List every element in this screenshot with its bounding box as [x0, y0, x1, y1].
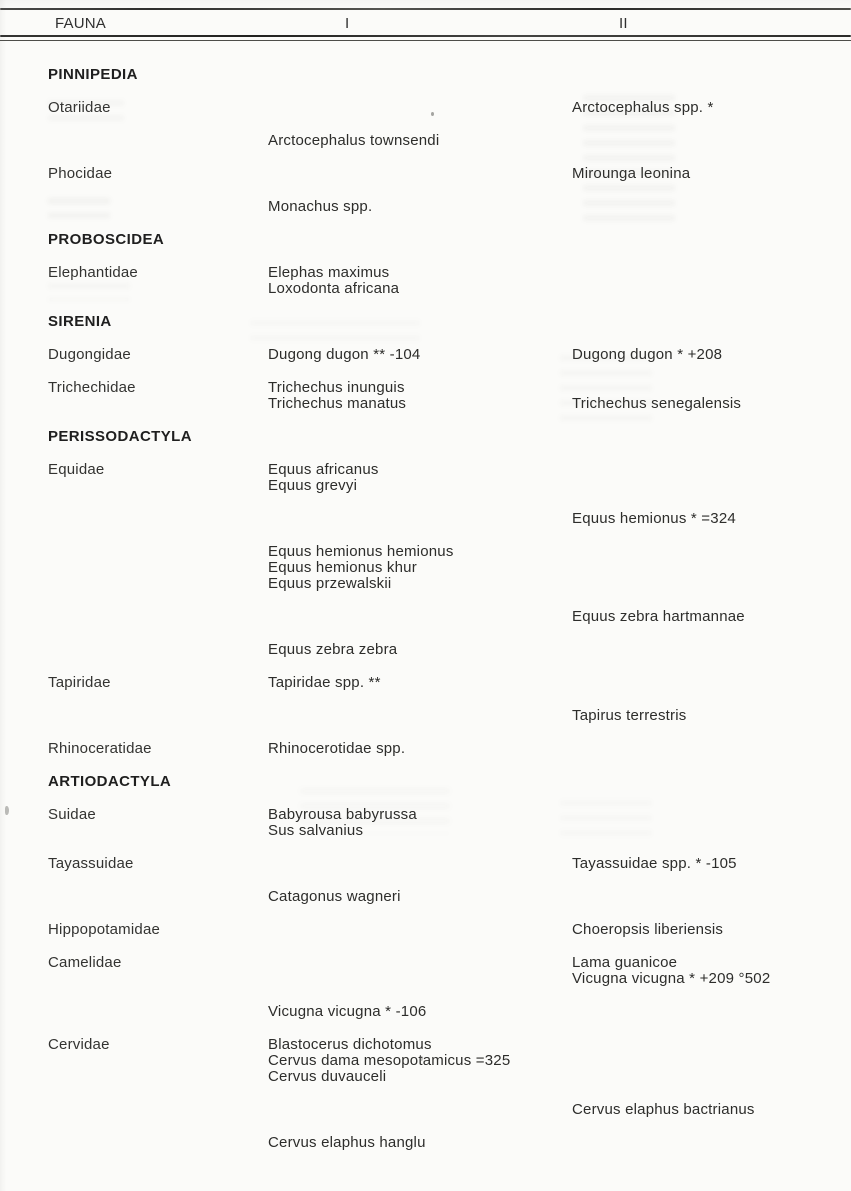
appendix-2-cell	[572, 133, 851, 149]
appendix-2-cell	[572, 166, 851, 182]
table-row	[0, 199, 851, 215]
species-name-appendix-2: Tayassuidae spp. * -105	[572, 855, 737, 872]
appendix-1-cell	[268, 609, 572, 625]
family-cell	[48, 642, 268, 658]
family-name: Phocidae	[48, 165, 113, 182]
order-heading-row	[0, 67, 851, 83]
species-name-appendix-1: Dugong dugon ** -104	[268, 346, 421, 363]
family-name: Dugongidae	[48, 346, 131, 363]
species-name-appendix-2: Arctocephalus spp. *	[572, 99, 714, 116]
appendix-2-cell	[572, 544, 851, 592]
table-row	[0, 1004, 851, 1020]
appendix-1-cell	[268, 955, 572, 987]
order-heading-row	[0, 232, 851, 248]
order-heading-cell	[48, 774, 268, 790]
species-name-appendix-1: Monachus spp.	[268, 198, 373, 215]
species-name-appendix-2: Dugong dugon * +208	[572, 346, 723, 363]
appendix-1-cell	[268, 1037, 572, 1085]
family-cell	[48, 807, 268, 839]
appendix-1-cell	[268, 462, 572, 494]
species-name-appendix-1: Cervus duvauceli	[268, 1068, 387, 1085]
family-cell	[48, 1037, 268, 1085]
order-heading-cell	[48, 232, 268, 248]
species-name-appendix-1: Equus hemionus hemionus	[268, 543, 454, 560]
species-name-appendix-1: Equus przewalskii	[268, 575, 392, 592]
table-row	[0, 642, 851, 658]
family-cell	[48, 265, 268, 297]
appendix-1-cell	[268, 347, 572, 363]
family-name: Cervidae	[48, 1036, 110, 1053]
species-name-appendix-1: Equus africanus	[268, 461, 379, 478]
order-heading-row	[0, 774, 851, 790]
table-row	[0, 807, 851, 839]
order-heading-cell	[48, 67, 268, 83]
family-cell	[48, 380, 268, 412]
family-cell	[48, 741, 268, 757]
family-cell	[48, 544, 268, 592]
family-cell	[48, 462, 268, 494]
table-row	[0, 889, 851, 905]
species-name-appendix-2: Equus hemionus * =324	[572, 510, 736, 527]
species-table-body	[0, 46, 851, 1151]
header-fauna-label: FAUNA	[55, 15, 107, 32]
family-name: Tapiridae	[48, 674, 111, 691]
species-name-appendix-1: Trichechus inunguis	[268, 379, 405, 396]
family-cell	[48, 511, 268, 527]
species-name-appendix-1: Tapiridae spp. **	[268, 674, 381, 691]
order-heading-row	[0, 314, 851, 330]
family-cell	[48, 100, 268, 116]
table-row	[0, 675, 851, 691]
appendix-2-cell	[572, 1102, 851, 1118]
table-row	[0, 955, 851, 987]
appendix-2-cell	[572, 922, 851, 938]
order-heading-cell	[48, 314, 268, 330]
order-heading: SIRENIA	[48, 313, 112, 330]
appendix-2-cell	[572, 265, 851, 297]
header-bottom-rule-thin	[0, 40, 851, 41]
species-name-appendix-1: Loxodonta africana	[268, 280, 400, 297]
species-name-appendix-2: Cervus elaphus bactrianus	[572, 1101, 755, 1118]
table-row	[0, 1037, 851, 1085]
family-cell	[48, 1102, 268, 1118]
species-name-appendix-1: Rhinocerotidae spp.	[268, 740, 406, 757]
family-cell	[48, 166, 268, 182]
table-row	[0, 462, 851, 494]
appendix-2-cell	[572, 675, 851, 691]
appendix-1-cell	[268, 1135, 572, 1151]
appendix-2-cell	[572, 955, 851, 987]
appendix-2-cell	[572, 1004, 851, 1020]
table-row	[0, 347, 851, 363]
appendix-2-cell	[572, 199, 851, 215]
species-name-appendix-1: Cervus dama mesopotamicus =325	[268, 1052, 511, 1069]
family-name: Elephantidae	[48, 264, 138, 281]
appendix-1-cell	[268, 511, 572, 527]
table-row	[0, 265, 851, 297]
appendix-2-cell	[572, 1135, 851, 1151]
family-cell	[48, 1004, 268, 1020]
species-name-appendix-1: Elephas maximus	[268, 264, 390, 281]
family-name: Rhinoceratidae	[48, 740, 152, 757]
species-name-appendix-2: Vicugna vicugna * +209 °502	[572, 970, 771, 987]
family-name: Hippopotamidae	[48, 921, 161, 938]
species-name-appendix-1: Blastocerus dichotomus	[268, 1036, 432, 1053]
species-name-appendix-1: Sus salvanius	[268, 822, 364, 839]
species-name-appendix-2: Trichechus senegalensis	[572, 395, 742, 412]
table-row	[0, 609, 851, 625]
family-cell	[48, 609, 268, 625]
appendix-2-cell	[572, 462, 851, 494]
species-name-appendix-1: Cervus elaphus hanglu	[268, 1134, 426, 1151]
appendix-2-cell	[572, 708, 851, 724]
order-heading: ARTIODACTYLA	[48, 773, 172, 790]
header-appendix-2-label: II	[619, 15, 628, 32]
appendix-1-cell	[268, 100, 572, 116]
table-row	[0, 166, 851, 182]
table-row	[0, 133, 851, 149]
appendix-2-cell	[572, 889, 851, 905]
species-name-appendix-1: Babyrousa babyrussa	[268, 806, 417, 823]
table-row	[0, 544, 851, 592]
appendix-1-cell	[268, 133, 572, 149]
species-name-appendix-2: Lama guanicoe	[572, 954, 678, 971]
family-cell	[48, 889, 268, 905]
family-cell	[48, 708, 268, 724]
species-name-appendix-1: Arctocephalus townsendi	[268, 132, 440, 149]
spacer	[572, 380, 851, 396]
table-header	[0, 0, 851, 46]
appendix-2-cell	[572, 100, 851, 116]
family-cell	[48, 955, 268, 987]
appendix-1-cell	[268, 544, 572, 592]
table-row	[0, 1102, 851, 1118]
family-name: Otariidae	[48, 99, 111, 116]
species-name-appendix-1: Equus grevyi	[268, 477, 358, 494]
table-row	[0, 100, 851, 116]
appendix-1-cell	[268, 708, 572, 724]
appendix-2-cell	[572, 807, 851, 839]
family-cell	[48, 922, 268, 938]
species-name-appendix-1: Equus zebra zebra	[268, 641, 398, 658]
appendix-2-cell	[572, 741, 851, 757]
species-name-appendix-2: Tapirus terrestris	[572, 707, 687, 724]
table-row	[0, 1135, 851, 1151]
appendix-1-cell	[268, 889, 572, 905]
appendix-1-cell	[268, 922, 572, 938]
family-cell	[48, 1135, 268, 1151]
order-heading-row	[0, 429, 851, 445]
header-bottom-rule	[0, 35, 851, 37]
family-name: Camelidae	[48, 954, 122, 971]
family-cell	[48, 199, 268, 215]
appendix-2-cell	[572, 347, 851, 363]
family-name: Equidae	[48, 461, 105, 478]
species-name-appendix-1: Trichechus manatus	[268, 395, 407, 412]
appendix-1-cell	[268, 380, 572, 412]
appendix-1-cell	[268, 199, 572, 215]
header-appendix-1-label: I	[345, 15, 350, 32]
species-name-appendix-1: Equus hemionus khur	[268, 559, 417, 576]
family-cell	[48, 347, 268, 363]
table-row	[0, 741, 851, 757]
family-cell	[48, 675, 268, 691]
appendix-1-cell	[268, 642, 572, 658]
order-heading-cell	[48, 429, 268, 445]
table-row	[0, 708, 851, 724]
appendix-2-cell	[572, 1037, 851, 1085]
appendix-1-cell	[268, 1004, 572, 1020]
appendix-2-cell	[572, 511, 851, 527]
order-heading: PINNIPEDIA	[48, 66, 138, 83]
appendix-1-cell	[268, 166, 572, 182]
species-name-appendix-2: Equus zebra hartmannae	[572, 608, 745, 625]
species-name-appendix-2: Mirounga leonina	[572, 165, 691, 182]
family-cell	[48, 856, 268, 872]
appendix-1-cell	[268, 807, 572, 839]
family-name: Trichechidae	[48, 379, 136, 396]
species-name-appendix-1: Catagonus wagneri	[268, 888, 401, 905]
table-row	[0, 380, 851, 412]
appendix-1-cell	[268, 1102, 572, 1118]
appendix-1-cell	[268, 675, 572, 691]
appendix-1-cell	[268, 265, 572, 297]
top-rule	[0, 8, 851, 10]
appendix-2-cell	[572, 642, 851, 658]
table-row	[0, 511, 851, 527]
family-cell	[48, 133, 268, 149]
order-heading: PERISSODACTYLA	[48, 428, 192, 445]
appendix-2-cell	[572, 856, 851, 872]
species-name-appendix-1: Vicugna vicugna * -106	[268, 1003, 427, 1020]
appendix-2-cell	[572, 609, 851, 625]
family-name: Suidae	[48, 806, 96, 823]
family-name: Tayassuidae	[48, 855, 134, 872]
appendix-1-cell	[268, 741, 572, 757]
species-name-appendix-2: Choeropsis liberiensis	[572, 921, 724, 938]
order-heading: PROBOSCIDEA	[48, 231, 165, 248]
appendix-1-cell	[268, 856, 572, 872]
appendix-2-cell	[572, 380, 851, 412]
table-row	[0, 856, 851, 872]
table-row	[0, 922, 851, 938]
